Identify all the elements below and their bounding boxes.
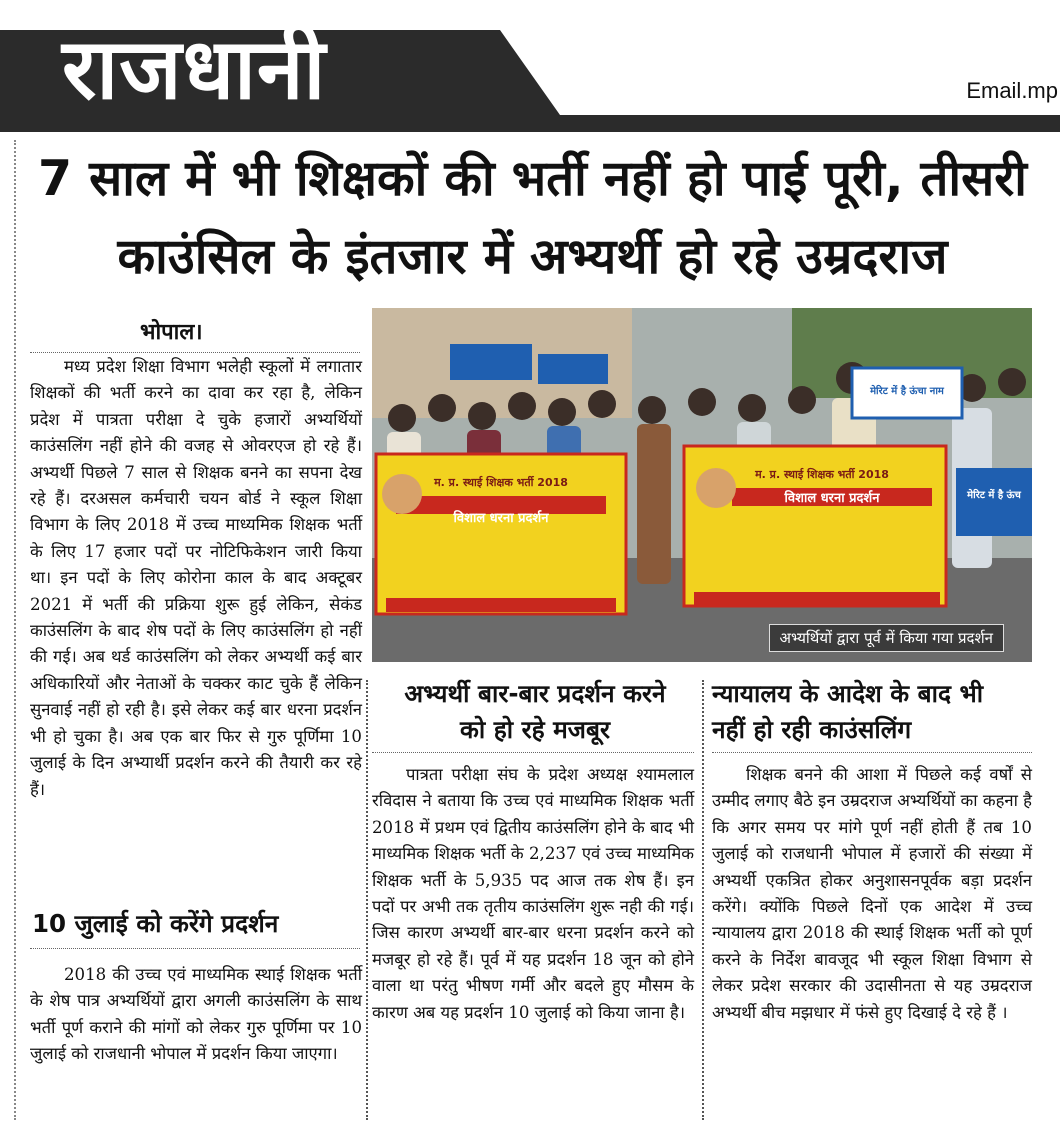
column-1-paragraph-2: 2018 की उच्च एवं माध्यमिक स्थाई शिक्षक भर्ती के शेष पात्र अभ्यर्थियों द्वारा अगली काउंसलिंग के साथ भर्ती पूर्ण कराने की मांगों को लेकर गुरु पूर्णिमा पर 10 जुलाई को राजधानी भोपाल में प्रदर्शन किया जाएगा। [30, 965, 362, 1064]
headline-line-2: काउंसिल के इंतजार में अभ्यर्थी हो रहे उम्रदराज [117, 228, 948, 285]
subhead-2-line-1: अभ्यर्थी बार-बार प्रदर्शन करने [404, 679, 666, 708]
column-1-paragraph-1: मध्य प्रदेश शिक्षा विभाग भलेही स्कूलों में लगातार शिक्षकों की भर्ती करने का दावा कर रहा है, लेकिन प्रदेश में पात्रता परीक्षा दे चुके हजारों अभ्यर्थियों काउंसलिंग नहीं होने की वजह से ओवरएज हो रहे हैं। अभ्यर्थी पिछले 7 साल से शिक्षक बनने का सपना देख रहे हैं। दरअसल कर्मचारी चयन बोर्ड ने स्कूल शिक्षा विभाग के लिए 2018 में उच्च माध्यमिक शिक्षक भर्ती के लिए 17 हजार पदों पर नोटिफिकेशन जारी किया था। इन पदों के लिए कोरोना काल के बाद अक्टूबर 2021 में भर्ती की प्रक्रिया शुरू हुई लेकिन, सेकंड काउंसलिंग के बाद शेष पदों के लिए काउंसलिंग हो नहीं की गई। अब थर्ड काउंसलिंग को लेकर अभ्यर्थी कई बार अधिकारियों और नेताओं के चक्कर काट चुके हैं लेकिन सुनवाई नहीं हो रही है। इसे लेकर कई बार धरना प्रदर्शन भी हो चुका है। अब एक बार फिर से गुरु पूर्णिमा 10 जुलाई के दिन अभ्यार्थी प्रदर्शन करने की तैयारी कर रहे हैं। [30, 357, 362, 799]
photo-caption: अभ्यर्थियों द्वारा पूर्व में किया गया प्रदर्शन [769, 624, 1004, 652]
column-2-body [372, 762, 694, 1026]
section-header-band [0, 0, 1060, 132]
column-2-paragraph: पात्रता परीक्षा संघ के प्रदेश अध्यक्ष श्यामलाल रविदास ने बताया कि उच्च एवं माध्यमिक शिक्षक भर्ती 2018 में प्रथम एवं द्वितीय काउंसलिंग होने के बाद भी माध्यमिक शिक्षक भर्ती के 2,237 एवं उच्च माध्यमिक शिक्षक भर्ती के 5,935 पद आज तक शेष हैं। इन पदों पर अभी तक तृतीय काउंसलिंग शुरू नही की गई। जिस कारण अभ्यर्थी बार-बार धरना प्रदर्शन करने को मजबूर हो रहे हैं। पूर्व में यह प्रदर्शन 18 जून को होने वाला था परंतु भीषण गर्मी और बदले हुए मौसम के कारण अब यह प्रदर्शन 10 जुलाई को किया जाना है। [372, 765, 694, 1022]
sign-right-text-2: मेरिट में है ऊंच [967, 490, 1021, 501]
subhead-2-line-2: को हो रहे मजबूर [460, 715, 610, 744]
protest-photo [372, 308, 1032, 662]
subhead-3-line-1: न्यायालय के आदेश के बाद भी [712, 679, 984, 708]
column-1-body [30, 354, 362, 803]
subhead-court-order [712, 676, 1032, 748]
column-3-paragraph: शिक्षक बनने की आशा में पिछले कई वर्षों से उम्मीद लगाए बैठे इन उम्रदराज अभ्यर्थियों का कहना है कि अगर समय पर मांगे पूर्ण नहीं होती हैं तब 10 जुलाई को राजधानी भोपाल में हजारों की संख्या में अभ्यर्थी एकत्रित होकर अनुशासनपूर्वक बड़ा प्रदर्शन करेंगे। क्योंकि पिछले दिनों एक आदेश में उच्च न्यायालय द्वारा 2018 की स्थाई शिक्षक भर्ती को पूर्ण करने के निर्देश बावजूद भी स्कूल शिक्षा विभाग से लेकर प्रदेश सरकार की उदासीनता से यह उम्रदराज अभ्यर्थी बीच मझधार में फंसे हुए दिखाई दे रहे हैं । [712, 765, 1032, 1022]
dateline-rule [30, 352, 360, 353]
section-name: राजधानी [62, 20, 327, 118]
subhead-1-rule [30, 948, 360, 949]
subhead-3-rule [712, 752, 1032, 753]
subhead-3-line-2: नहीं हो रही काउंसलिंग [712, 715, 912, 744]
subhead-forced-protest [372, 676, 698, 748]
protest-photo-illustration [372, 308, 1032, 662]
column-3-body [712, 762, 1032, 1026]
dateline: भोपाल। [140, 320, 203, 345]
column-rule-1 [366, 680, 368, 1120]
banner-right-title: म. प्र. स्थाई शिक्षक भर्ती 2018 [755, 468, 889, 481]
sign-right-text: मेरिट में है ऊंचा नाम [870, 386, 944, 397]
banner-right-sub: विशाल धरना प्रदर्शन [784, 491, 880, 506]
subhead-10-july: 10 जुलाई को करेंगे प्रदर्शन [32, 909, 279, 938]
email-fragment: Email.mp [966, 78, 1058, 103]
column-1-body-2 [30, 962, 362, 1068]
column-rule-2 [702, 680, 704, 1120]
banner-left-title: म. प्र. स्थाई शिक्षक भर्ती 2018 [434, 476, 568, 489]
headline-line-1: 7 साल में भी शिक्षकों की भर्ती नहीं हो पाई पूरी, तीसरी [38, 150, 1027, 207]
subhead-2-rule [372, 752, 694, 753]
article-headline [20, 140, 1045, 296]
page-margin-rule [14, 140, 16, 1120]
banner-left-sub: विशाल धरना प्रदर्शन [453, 511, 549, 526]
